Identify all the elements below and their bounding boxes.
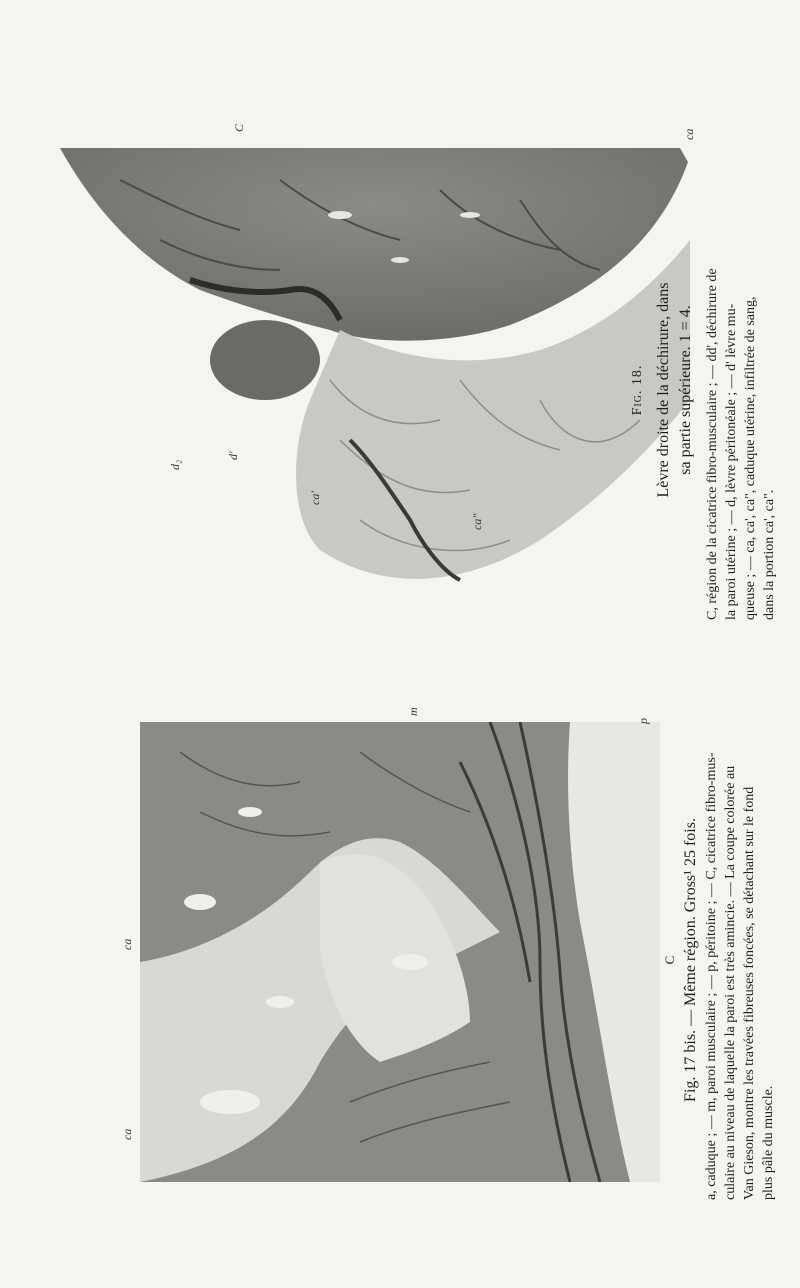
fig18-label-ca: ca — [682, 128, 696, 140]
fig18-caption — [628, 160, 779, 620]
fig17-legend-line1: a, caduque ; — m, paroi musculaire ; — p, péritoine ; — C, cicatrice fibro-mus- — [704, 752, 719, 1200]
fig17-letter: C — [662, 955, 677, 965]
fig17-label-ca2: ca — [120, 1128, 134, 1140]
fig17-label-m: m — [406, 707, 420, 716]
fig17-legend-line4: plus pâle du muscle. — [761, 1085, 776, 1200]
fig18-legend-line3: queuse ; — ca, ca', ca", caduque utérine, infiltrée de sang, — [743, 296, 758, 620]
fig18-legend-line2: la paroi utérine ; — d, lèvre péritonéale ; — d' lèvre mu- — [724, 303, 739, 620]
fig18-label-d1: d' — [226, 451, 240, 460]
fig17-title: Fig. 17 bis. — Même région. Gross¹ 25 fois. — [682, 818, 699, 1102]
fig18-label-c: C — [232, 123, 246, 132]
fig17-legend-line2: culaire au niveau de laquelle la paroi est très amincie. — La coupe colorée au — [723, 765, 738, 1200]
fig18-legend-line1: C, région de la cicatrice fibro-musculaire ; — dd', déchirure de — [705, 268, 720, 620]
fig18-label-ca2: ca" — [470, 513, 484, 530]
fig18-number: Fig. 18. — [630, 364, 645, 416]
fig17-label-ca: ca — [120, 938, 134, 950]
fig18-label-ca1: ca' — [308, 491, 322, 505]
fig17-legend-line3: Van Gieson, montre les travées fibreuses foncées, se détachant sur le fond — [742, 786, 757, 1200]
fig17-caption — [660, 720, 679, 1200]
fig18-legend-line4: dans la portion ca', ca". — [762, 489, 777, 620]
fig17-micrograph — [140, 722, 660, 1182]
fig18-title-line1: Lèvre droite de la déchirure, dans — [655, 282, 672, 498]
fig17-legend — [680, 720, 778, 1200]
fig17-label-p: p — [636, 718, 650, 724]
fig18-title-line2: sa partie supérieure. 1 = 4. — [677, 305, 694, 475]
fig18-micrograph — [40, 120, 720, 620]
fig18-label-d2: d₂ — [168, 459, 182, 470]
